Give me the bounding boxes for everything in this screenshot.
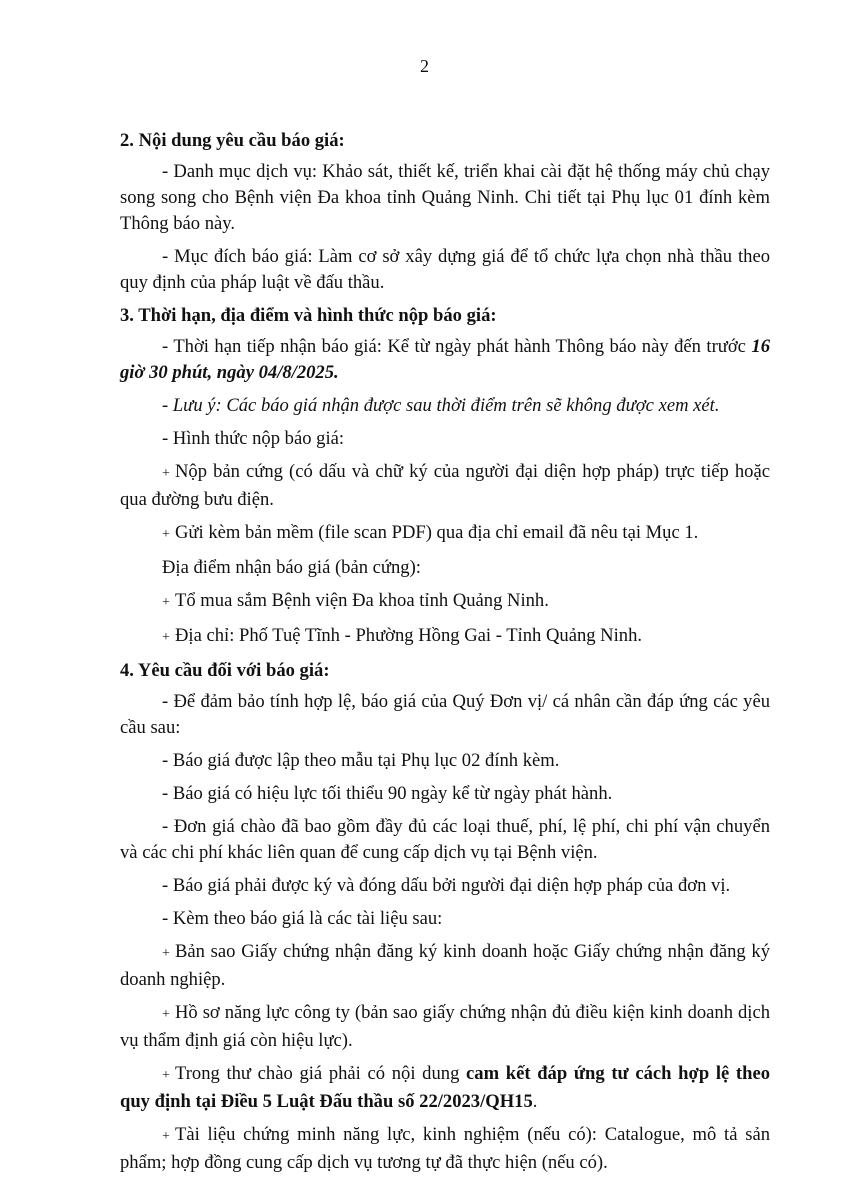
section-3-deadline (120, 334, 770, 386)
page-number: 2 (420, 56, 429, 76)
commitment-end: . (532, 1091, 538, 1112)
section-3-note: - Lưu ý: Các báo giá nhận được sau thời điểm trên sẽ không được xem xét. (162, 395, 720, 416)
section-2-heading: 2. Nội dung yêu cầu báo giá: (120, 130, 345, 151)
section-4-effective: - Báo giá có hiệu lực tối thiểu 90 ngày kể từ ngày phát hành. (162, 783, 613, 804)
bullet-text: Trong thư chào giá phải có nội dung (175, 1063, 467, 1084)
section-3-form-label: - Hình thức nộp báo giá: (162, 428, 345, 449)
section-2-purpose: - Mục đích báo giá: Làm cơ sở xây dựng giá để tổ chức lựa chọn nhà thầu theo quy định của pháp luật về đấu thầu. (120, 246, 770, 293)
bullet-text: Bản sao Giấy chứng nhận đăng ký kinh doanh hoặc Giấy chứng nhận đăng ký doanh nghiệp. (120, 941, 770, 990)
section-3-bullet-2 (120, 520, 770, 548)
plus-bullet-icon: + (162, 466, 170, 481)
section-4-bullet-1 (120, 939, 770, 993)
section-4-heading: 4. Yêu cầu đối với báo giá: (120, 660, 330, 681)
section-4-validity: - Để đảm bảo tính hợp lệ, báo giá của Quý Đơn vị/ cá nhân cần đáp ứng các yêu cầu sau: (120, 691, 770, 738)
section-4-unit-price: - Đơn giá chào đã bao gồm đầy đủ các loại thuế, phí, lệ phí, chi phí vận chuyển và các chi phí khác liên quan để cung cấp dịch vụ tại Bệnh viện. (120, 816, 770, 863)
plus-bullet-icon: + (162, 1007, 170, 1022)
bullet-text: Tổ mua sắm Bệnh viện Đa khoa tỉnh Quảng Ninh. (175, 590, 549, 611)
section-4-signature: - Báo giá phải được ký và đóng dấu bởi người đại diện hợp pháp của đơn vị. (162, 875, 731, 896)
plus-bullet-icon: + (162, 527, 170, 542)
section-3-bullet-3 (120, 588, 770, 616)
section-4-bullet-3 (120, 1061, 770, 1115)
section-2-service-list: - Danh mục dịch vụ: Khảo sát, thiết kế, triển khai cài đặt hệ thống máy chủ chạy song song cho Bệnh viện Đa khoa tỉnh Quảng Ninh. Chi tiết tại Phụ lục 01 đính kèm Thông báo này. (120, 161, 770, 234)
deadline-date: 16 giờ 30 phút, ngày 04/8/2025. (120, 336, 770, 383)
bullet-text: Địa chỉ: Phố Tuệ Tĩnh - Phường Hồng Gai - Tỉnh Quảng Ninh. (175, 625, 643, 646)
bullet-text: Gửi kèm bản mềm (file scan PDF) qua địa chỉ email đã nêu tại Mục 1. (175, 522, 699, 543)
bullet-text: Tài liệu chứng minh năng lực, kinh nghiệm (nếu có): Catalogue, mô tả sản phẩm; hợp đồng cung cấp dịch vụ tương tự đã thực hiện (nếu có). (120, 1124, 770, 1173)
plus-bullet-icon: + (162, 1129, 170, 1144)
section-4-bullet-2 (120, 1000, 770, 1054)
document-body (120, 128, 770, 1183)
section-3-heading: 3. Thời hạn, địa điểm và hình thức nộp báo giá: (120, 305, 497, 326)
bullet-text: Nộp bản cứng (có dấu và chữ ký của người đại diện hợp pháp) trực tiếp hoặc qua đường bưu điện. (120, 461, 770, 510)
deadline-text: - Thời hạn tiếp nhận báo giá: Kể từ ngày phát hành Thông báo này đến trước (162, 336, 752, 357)
section-3-bullet-1 (120, 459, 770, 513)
section-3-bullet-4 (120, 623, 770, 651)
plus-bullet-icon: + (162, 1068, 170, 1083)
plus-bullet-icon: + (162, 595, 170, 610)
section-3-place-label: Địa điểm nhận báo giá (bản cứng): (162, 557, 421, 578)
section-4-template: - Báo giá được lập theo mẫu tại Phụ lục 02 đính kèm. (162, 750, 560, 771)
plus-bullet-icon: + (162, 630, 170, 645)
section-4-bullet-4 (120, 1122, 770, 1176)
commitment-text: cam kết đáp ứng tư cách hợp lệ theo quy định tại Điều 5 Luật Đấu thầu số 22/2023/QH15 (120, 1063, 771, 1112)
section-4-attachments: - Kèm theo báo giá là các tài liệu sau: (162, 908, 443, 929)
plus-bullet-icon: + (162, 946, 170, 961)
bullet-text: Hồ sơ năng lực công ty (bản sao giấy chứng nhận đủ điều kiện kinh doanh dịch vụ thẩm định giá còn hiệu lực). (120, 1002, 770, 1051)
